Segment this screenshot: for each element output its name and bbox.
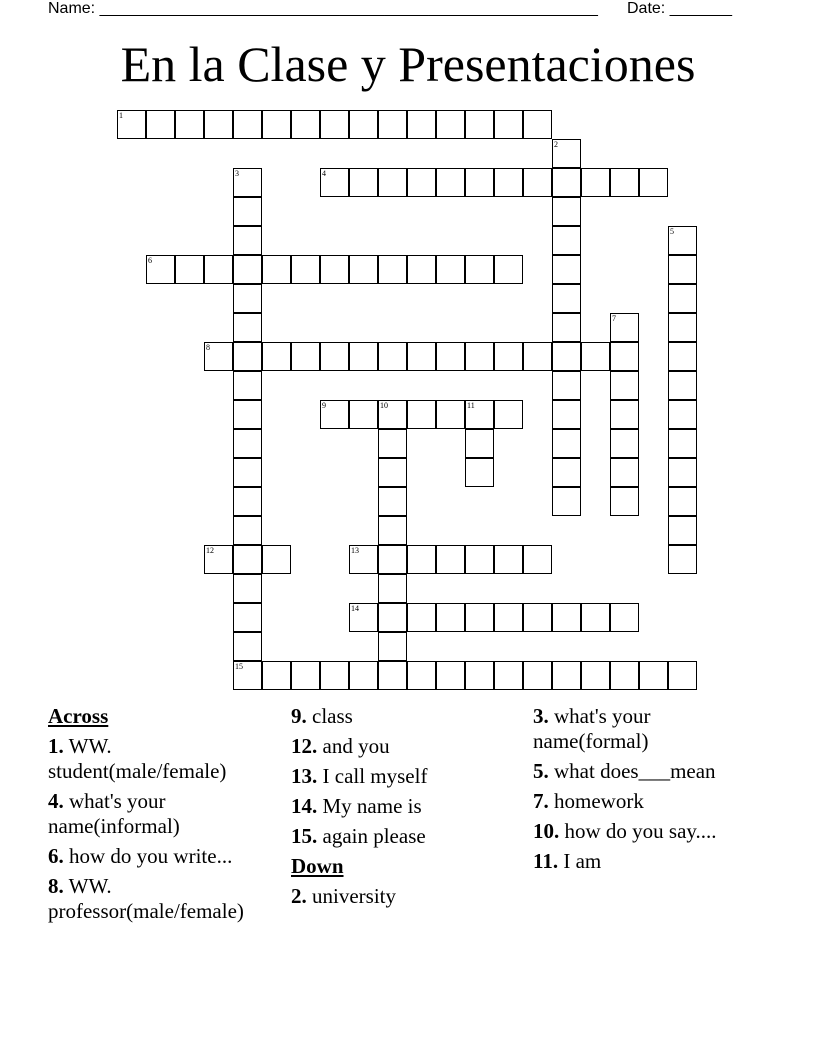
grid-cell[interactable] xyxy=(552,603,581,632)
grid-cell[interactable] xyxy=(610,661,639,690)
cell-number: 11 xyxy=(467,401,475,410)
grid-cell[interactable] xyxy=(349,545,378,574)
grid-cell[interactable] xyxy=(668,661,697,690)
grid-cell[interactable] xyxy=(407,603,436,632)
grid-cell[interactable] xyxy=(233,313,262,342)
cell-number: 4 xyxy=(322,169,326,178)
grid-cell[interactable] xyxy=(668,371,697,400)
grid-cell[interactable] xyxy=(233,661,262,690)
grid-cell[interactable] xyxy=(610,168,639,197)
grid-cell[interactable] xyxy=(262,545,291,574)
grid-cell[interactable] xyxy=(523,342,552,371)
grid-cell[interactable] xyxy=(436,342,465,371)
grid-cell[interactable] xyxy=(581,168,610,197)
grid-cell[interactable] xyxy=(436,255,465,284)
grid-cell[interactable] xyxy=(465,400,494,429)
grid-cell[interactable] xyxy=(465,661,494,690)
grid-cell[interactable] xyxy=(233,487,262,516)
grid-cell[interactable] xyxy=(378,603,407,632)
grid-cell[interactable] xyxy=(610,458,639,487)
grid-cell[interactable] xyxy=(610,429,639,458)
clue-down-10: 10. how do you say.... xyxy=(533,819,717,843)
grid-cell[interactable] xyxy=(668,284,697,313)
grid-cell[interactable] xyxy=(378,110,407,139)
grid-cell[interactable] xyxy=(523,603,552,632)
grid-cell[interactable] xyxy=(233,603,262,632)
grid-cell[interactable] xyxy=(523,545,552,574)
grid-cell[interactable] xyxy=(407,400,436,429)
grid-cell[interactable] xyxy=(320,255,349,284)
grid-cell[interactable] xyxy=(320,342,349,371)
grid-cell[interactable] xyxy=(349,168,378,197)
grid-cell[interactable] xyxy=(262,661,291,690)
grid-cell[interactable] xyxy=(668,226,697,255)
grid-cell[interactable] xyxy=(291,255,320,284)
grid-cell[interactable] xyxy=(233,545,262,574)
grid-cell[interactable] xyxy=(407,342,436,371)
cell-number: 7 xyxy=(612,314,616,323)
grid-cell[interactable] xyxy=(610,400,639,429)
grid-cell[interactable] xyxy=(378,168,407,197)
grid-cell[interactable] xyxy=(378,661,407,690)
grid-cell[interactable] xyxy=(610,603,639,632)
grid-cell[interactable] xyxy=(233,197,262,226)
grid-cell[interactable] xyxy=(552,400,581,429)
grid-cell[interactable] xyxy=(668,429,697,458)
grid-cell[interactable] xyxy=(204,255,233,284)
grid-cell[interactable] xyxy=(407,661,436,690)
grid-cell[interactable] xyxy=(552,284,581,313)
name-field-label: Name: ________________________________________________________ xyxy=(48,0,598,17)
grid-cell[interactable] xyxy=(378,458,407,487)
grid-cell[interactable] xyxy=(175,110,204,139)
grid-cell[interactable] xyxy=(233,110,262,139)
grid-cell[interactable] xyxy=(349,255,378,284)
grid-cell[interactable] xyxy=(378,516,407,545)
grid-cell[interactable] xyxy=(581,603,610,632)
grid-cell[interactable] xyxy=(639,661,668,690)
grid-cell[interactable] xyxy=(378,632,407,661)
grid-cell[interactable] xyxy=(668,342,697,371)
grid-cell[interactable] xyxy=(552,458,581,487)
puzzle-title: En la Clase y Presentaciones xyxy=(120,36,696,92)
cell-number: 12 xyxy=(206,546,214,555)
grid-cell[interactable] xyxy=(465,110,494,139)
grid-cell[interactable] xyxy=(581,661,610,690)
grid-cell[interactable] xyxy=(465,255,494,284)
grid-cell[interactable] xyxy=(436,400,465,429)
grid-cell[interactable] xyxy=(204,545,233,574)
clue-column-3 xyxy=(533,704,763,879)
grid-cell[interactable] xyxy=(262,110,291,139)
grid-cell[interactable] xyxy=(581,342,610,371)
grid-cell[interactable] xyxy=(668,487,697,516)
grid-cell[interactable] xyxy=(610,342,639,371)
grid-cell[interactable] xyxy=(465,458,494,487)
grid-cell[interactable] xyxy=(146,110,175,139)
grid-cell[interactable] xyxy=(175,255,204,284)
across-heading: Across xyxy=(48,704,109,728)
grid-cell[interactable] xyxy=(233,284,262,313)
grid-cell[interactable] xyxy=(436,603,465,632)
grid-cell[interactable] xyxy=(233,574,262,603)
grid-cell[interactable] xyxy=(436,168,465,197)
grid-cell[interactable] xyxy=(378,400,407,429)
grid-cell[interactable] xyxy=(494,661,523,690)
grid-cell[interactable] xyxy=(204,342,233,371)
grid-cell[interactable] xyxy=(233,458,262,487)
grid-cell[interactable] xyxy=(610,371,639,400)
grid-cell[interactable] xyxy=(494,342,523,371)
grid-cell[interactable] xyxy=(436,110,465,139)
cell-number: 5 xyxy=(670,227,674,236)
grid-cell[interactable] xyxy=(494,400,523,429)
grid-cell[interactable] xyxy=(465,603,494,632)
grid-cell[interactable] xyxy=(552,371,581,400)
clue-across-6: 6. how do you write... xyxy=(48,844,233,868)
grid-cell[interactable] xyxy=(262,342,291,371)
grid-cell[interactable] xyxy=(320,110,349,139)
grid-cell[interactable] xyxy=(639,168,668,197)
grid-cell[interactable] xyxy=(320,168,349,197)
grid-cell[interactable] xyxy=(378,342,407,371)
clue-across-9: 9. class xyxy=(291,704,353,728)
clue-down-5: 5. what does___mean xyxy=(533,759,716,783)
grid-cell[interactable] xyxy=(494,545,523,574)
grid-cell[interactable] xyxy=(378,255,407,284)
grid-cell[interactable] xyxy=(523,110,552,139)
grid-cell[interactable] xyxy=(494,110,523,139)
grid-cell[interactable] xyxy=(349,661,378,690)
clue-down-2: 2. university xyxy=(291,884,396,908)
cell-number: 14 xyxy=(351,604,359,613)
grid-cell[interactable] xyxy=(668,516,697,545)
grid-cell[interactable] xyxy=(610,487,639,516)
cell-number: 10 xyxy=(380,401,388,410)
grid-cell[interactable] xyxy=(204,110,233,139)
clue-down-11: 11. I am xyxy=(533,849,602,873)
grid-cell[interactable] xyxy=(233,632,262,661)
grid-cell[interactable] xyxy=(465,168,494,197)
down-heading: Down xyxy=(291,854,344,878)
grid-cell[interactable] xyxy=(523,168,552,197)
grid-cell[interactable] xyxy=(407,110,436,139)
grid-cell[interactable] xyxy=(552,168,581,197)
date-field-label: Date: _______ xyxy=(627,0,732,17)
clue-across-1: 1. WW. student(male/female) xyxy=(48,734,227,783)
grid-cell[interactable] xyxy=(233,371,262,400)
grid-cell[interactable] xyxy=(320,661,349,690)
grid-cell[interactable] xyxy=(465,342,494,371)
grid-cell[interactable] xyxy=(494,168,523,197)
grid-cell[interactable] xyxy=(668,255,697,284)
cell-number: 13 xyxy=(351,546,359,555)
grid-cell[interactable] xyxy=(552,661,581,690)
clue-column-2 xyxy=(291,704,523,914)
grid-cell[interactable] xyxy=(349,342,378,371)
grid-cell[interactable] xyxy=(407,545,436,574)
grid-cell[interactable] xyxy=(233,226,262,255)
grid-cell[interactable] xyxy=(378,574,407,603)
grid-cell[interactable] xyxy=(233,255,262,284)
clue-across-4: 4. what's your name(informal) xyxy=(48,789,180,838)
grid-cell[interactable] xyxy=(349,110,378,139)
grid-cell[interactable] xyxy=(668,400,697,429)
grid-cell[interactable] xyxy=(668,313,697,342)
grid-cell[interactable] xyxy=(552,313,581,342)
cell-number: 2 xyxy=(554,140,558,149)
clue-across-8: 8. WW. professor(male/female) xyxy=(48,874,244,923)
clue-across-13: 13. I call myself xyxy=(291,764,428,788)
cell-number: 15 xyxy=(235,662,243,671)
grid-cell[interactable] xyxy=(146,255,175,284)
grid-cell[interactable] xyxy=(552,197,581,226)
grid-cell[interactable] xyxy=(552,487,581,516)
grid-cell[interactable] xyxy=(407,255,436,284)
grid-cell[interactable] xyxy=(552,255,581,284)
clue-across-14: 14. My name is xyxy=(291,794,422,818)
grid-cell[interactable] xyxy=(552,139,581,168)
grid-cell[interactable] xyxy=(349,603,378,632)
grid-cell[interactable] xyxy=(117,110,146,139)
grid-cell[interactable] xyxy=(494,255,523,284)
grid-cell[interactable] xyxy=(610,313,639,342)
cell-number: 1 xyxy=(119,111,123,120)
clue-down-7: 7. homework xyxy=(533,789,644,813)
grid-cell[interactable] xyxy=(291,110,320,139)
cell-number: 8 xyxy=(206,343,210,352)
grid-cell[interactable] xyxy=(552,342,581,371)
grid-cell[interactable] xyxy=(465,545,494,574)
grid-cell[interactable] xyxy=(291,342,320,371)
grid-cell[interactable] xyxy=(668,545,697,574)
grid-cell[interactable] xyxy=(552,226,581,255)
grid-cell[interactable] xyxy=(407,168,436,197)
grid-cell[interactable] xyxy=(436,661,465,690)
clue-down-3: 3. what's your name(formal) xyxy=(533,704,651,753)
grid-cell[interactable] xyxy=(436,545,465,574)
grid-cell[interactable] xyxy=(349,400,378,429)
cell-number: 9 xyxy=(322,401,326,410)
clue-across-12: 12. and you xyxy=(291,734,390,758)
grid-cell[interactable] xyxy=(668,458,697,487)
grid-cell[interactable] xyxy=(233,400,262,429)
grid-cell[interactable] xyxy=(233,429,262,458)
grid-cell[interactable] xyxy=(378,487,407,516)
grid-cell[interactable] xyxy=(465,429,494,458)
grid-cell[interactable] xyxy=(523,661,552,690)
clue-across-15: 15. again please xyxy=(291,824,426,848)
grid-cell[interactable] xyxy=(552,429,581,458)
grid-cell[interactable] xyxy=(262,255,291,284)
clue-column-1 xyxy=(48,704,284,929)
grid-cell[interactable] xyxy=(233,168,262,197)
grid-cell[interactable] xyxy=(320,400,349,429)
grid-cell[interactable] xyxy=(291,661,320,690)
grid-cell[interactable] xyxy=(378,429,407,458)
grid-cell[interactable] xyxy=(378,545,407,574)
cell-number: 6 xyxy=(148,256,152,265)
grid-cell[interactable] xyxy=(233,516,262,545)
grid-cell[interactable] xyxy=(233,342,262,371)
grid-cell[interactable] xyxy=(494,603,523,632)
cell-number: 3 xyxy=(235,169,239,178)
